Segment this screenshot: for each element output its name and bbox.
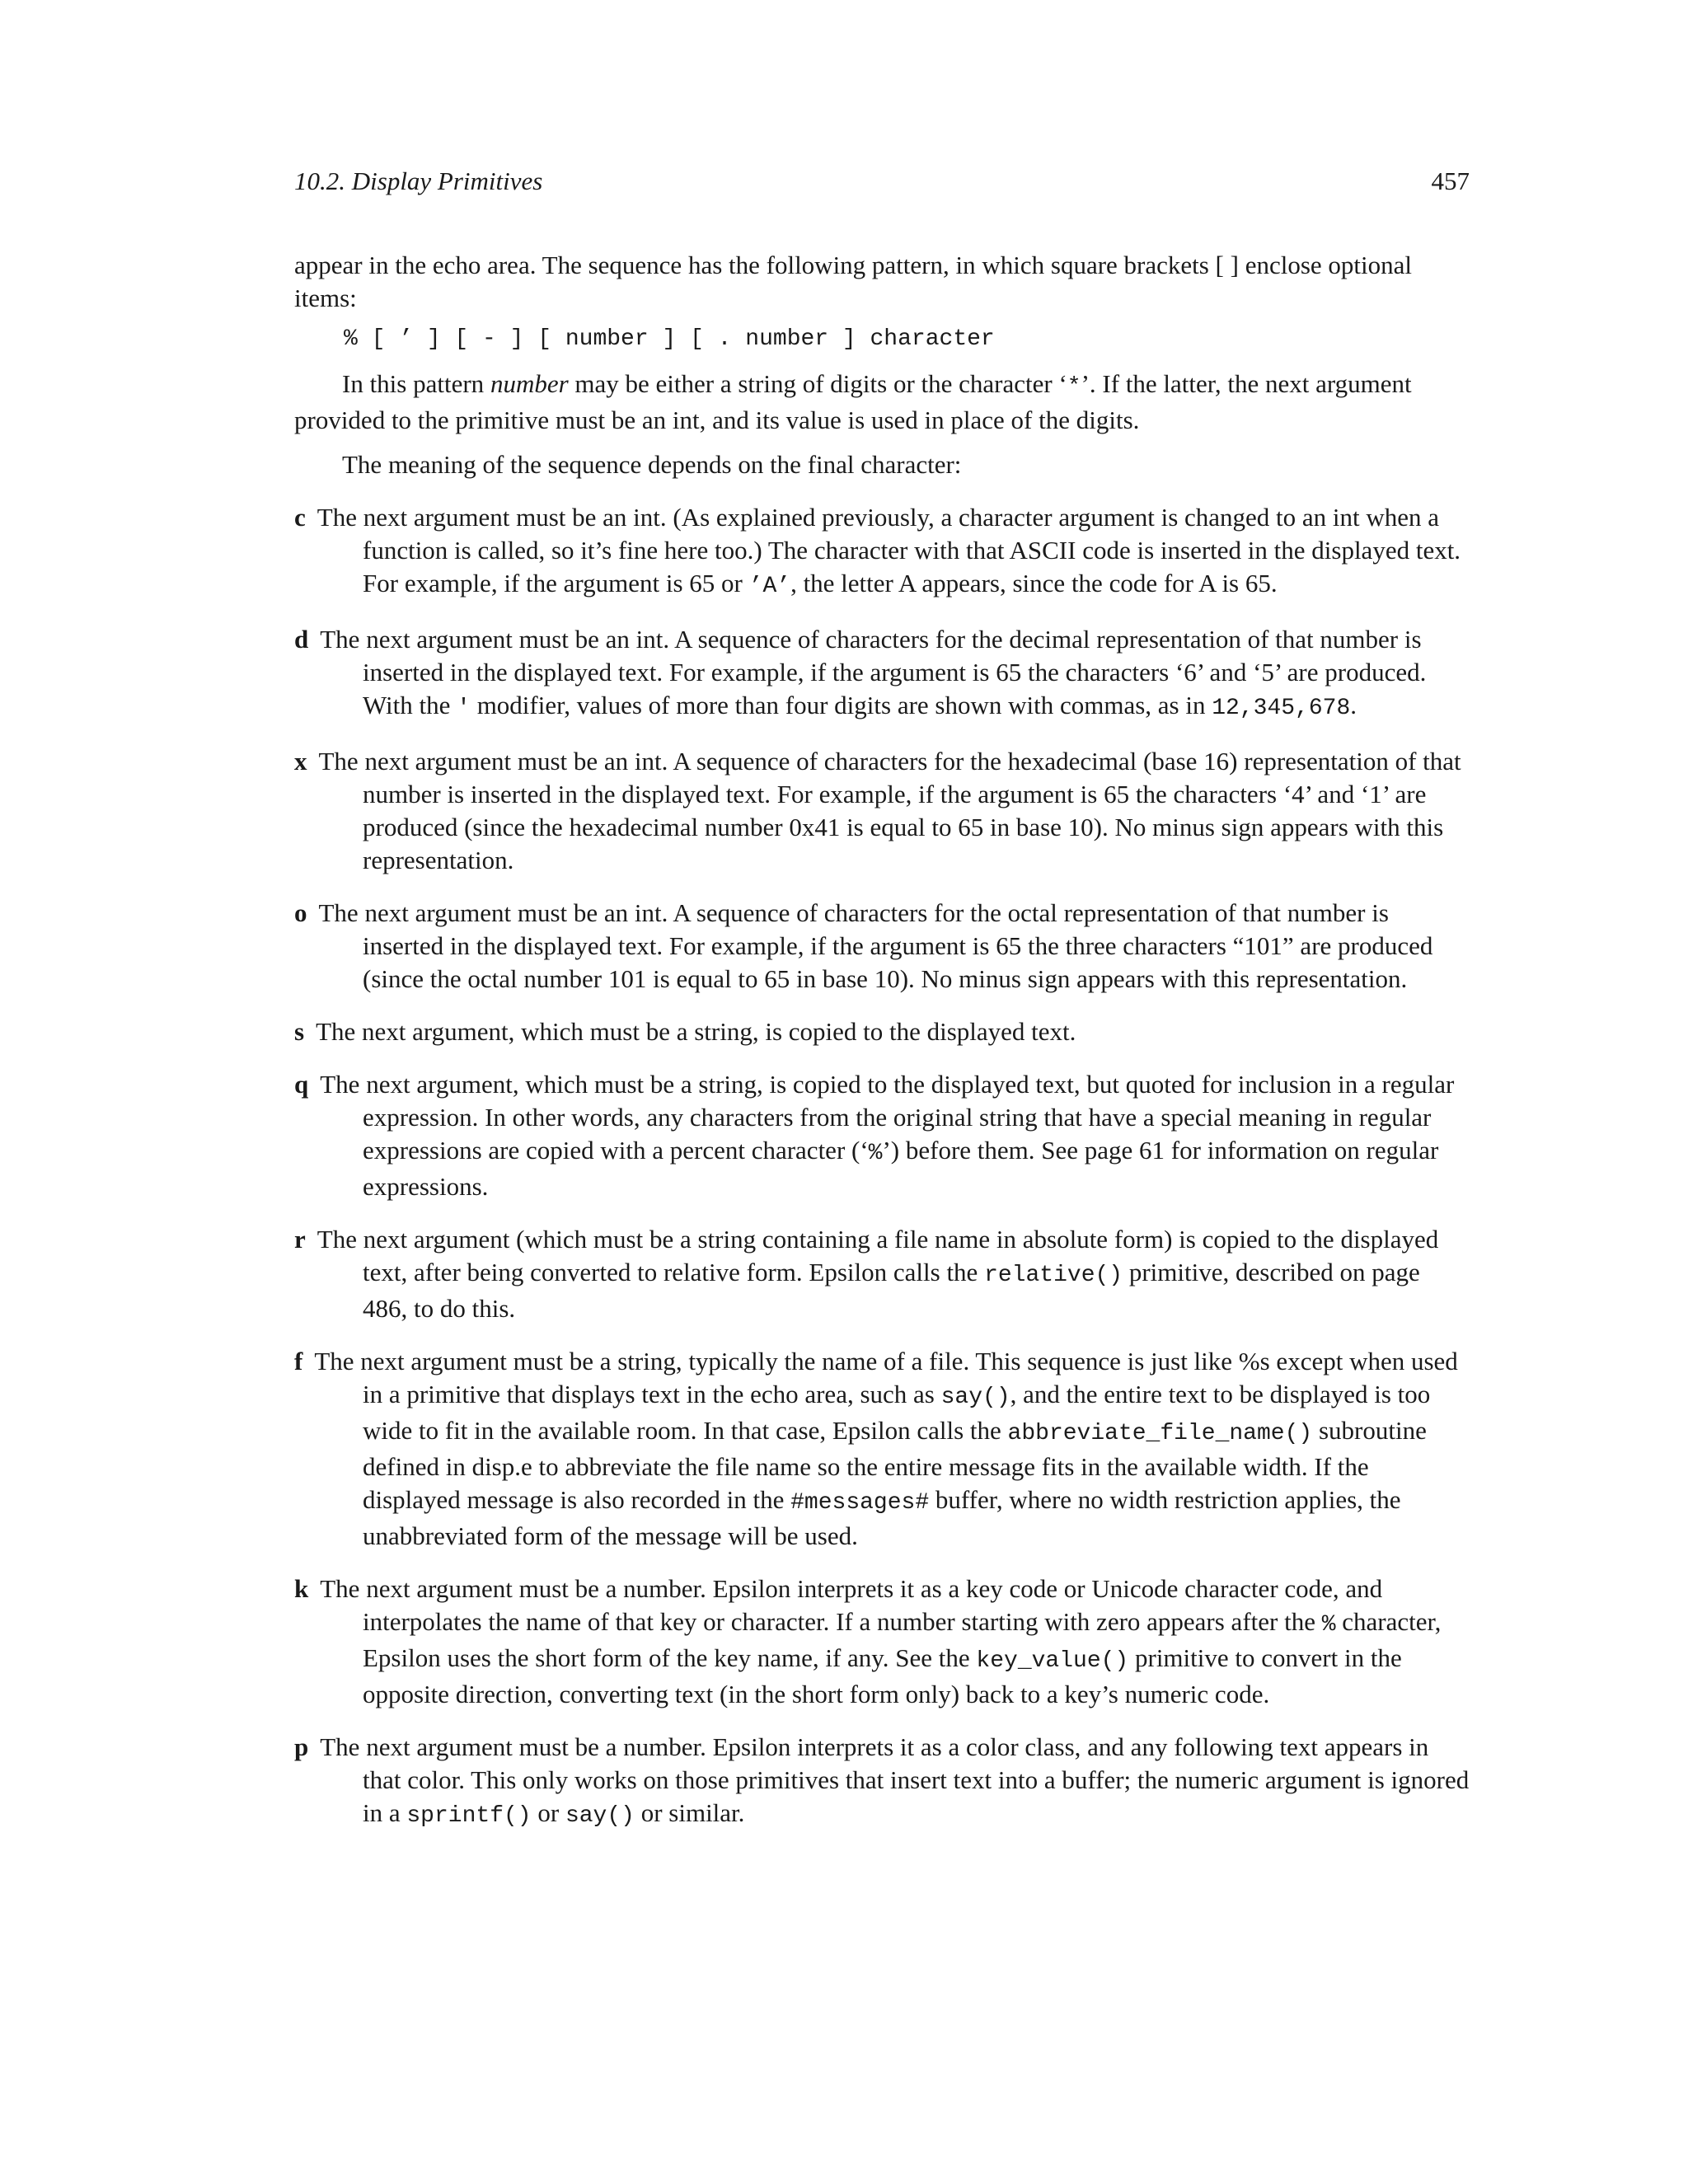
section-title: 10.2. Display Primitives (294, 166, 543, 195)
format-pattern: % [ ’ ] [ - ] [ number ] [ . number ] character (344, 326, 995, 352)
intro-paragraph: appear in the echo area. The sequence has the following pattern, in which square brackets [ ] enclose optional items: (294, 251, 1413, 312)
running-header (294, 165, 1470, 204)
definition-k: k The next argument must be a number. Epsilon interprets it as a key code or Unicode character code, and interpolates the name of that key or character. If a number starting with zero appears after the % character, Epsilon uses the short form of the key name, if any. See the key_value() primitive to convert in the opposite direction, converting text (in the short form only) back to a key’s numeric code. (294, 1574, 1442, 1708)
definition-x: x The next argument must be an int. A sequence of characters for the hexadecimal (base 16) representation of that number is inserted in the displayed text. For example, if the argument is 65 the characters ‘4’ and ‘1’ are produced (since the hexadecimal number 0x41 is equal to 65 in base 10). No minus sign appears with this representation. (294, 747, 1461, 874)
definition-p: p The next argument must be a number. Epsilon interprets it as a color class, and any following text appears in that color. This only works on those primitives that insert text into a buffer; the numeric argument is ignored in a sprintf() or say() or similar. (294, 1732, 1470, 1829)
meaning-paragraph: The meaning of the sequence depends on the final character: (342, 450, 962, 479)
pattern-explanation: In this pattern number may be either a string of digits or the character ‘*’. If the latter, the next argument provided to the primitive must be an int, and its value is used in place of the digits. (294, 369, 1412, 434)
document-page (294, 165, 1470, 1833)
definition-s: s The next argument, which must be a string, is copied to the displayed text. (294, 1017, 1076, 1046)
definition-c: c The next argument must be an int. (As explained previously, a character argument is changed to an int when a function is called, so it’s fine here too.) The character with that ASCII code is inserted in the displayed text. For example, if the argument is 65 or ’A’, the letter A appears, since the code for A is 65. (294, 503, 1461, 599)
page-number: 457 (1431, 166, 1470, 195)
definition-q: q The next argument, which must be a string, is copied to the displayed text, but quoted for inclusion in a regular expression. In other words, any characters from the original string that have a special meaning in regular expressions are copied with a percent character (‘%’) before them. See page 61 for information on regular expressions. (294, 1070, 1455, 1201)
definition-d: d The next argument must be an int. A sequence of characters for the decimal representation of that number is inserted in the displayed text. For example, if the argument is 65 the characters ‘6’ and ‘5’ are produced. With the ' modifier, values of more than four digits are shown with commas, as in 12,345,678. (294, 625, 1427, 721)
definition-o: o The next argument must be an int. A sequence of characters for the octal representation of that number is inserted in the displayed text. For example, if the argument is 65 the three characters “101” are produced (since the octal number 101 is equal to 65 in base 10). No minus sign appears with this representation. (294, 898, 1433, 993)
definition-r: r The next argument (which must be a string containing a file name in absolute form) is copied to the displayed text, after being converted to relative form. Epsilon calls the relative() primitive, described on page 486, to do this. (294, 1225, 1439, 1323)
definition-f: f The next argument must be a string, typically the name of a file. This sequence is just like %s except when used in a primitive that displays text in the echo area, such as say(), and the entire text to be displayed is too wide to fit in the available room. In that case, Epsilon calls the abbreviate_file_name() subroutine defined in disp.e to abbreviate the file name so the entire message fits in the available width. If the displayed message is also recorded in the #messages# buffer, where no width restriction applies, the unabbreviated form of the message will be used. (294, 1347, 1458, 1550)
